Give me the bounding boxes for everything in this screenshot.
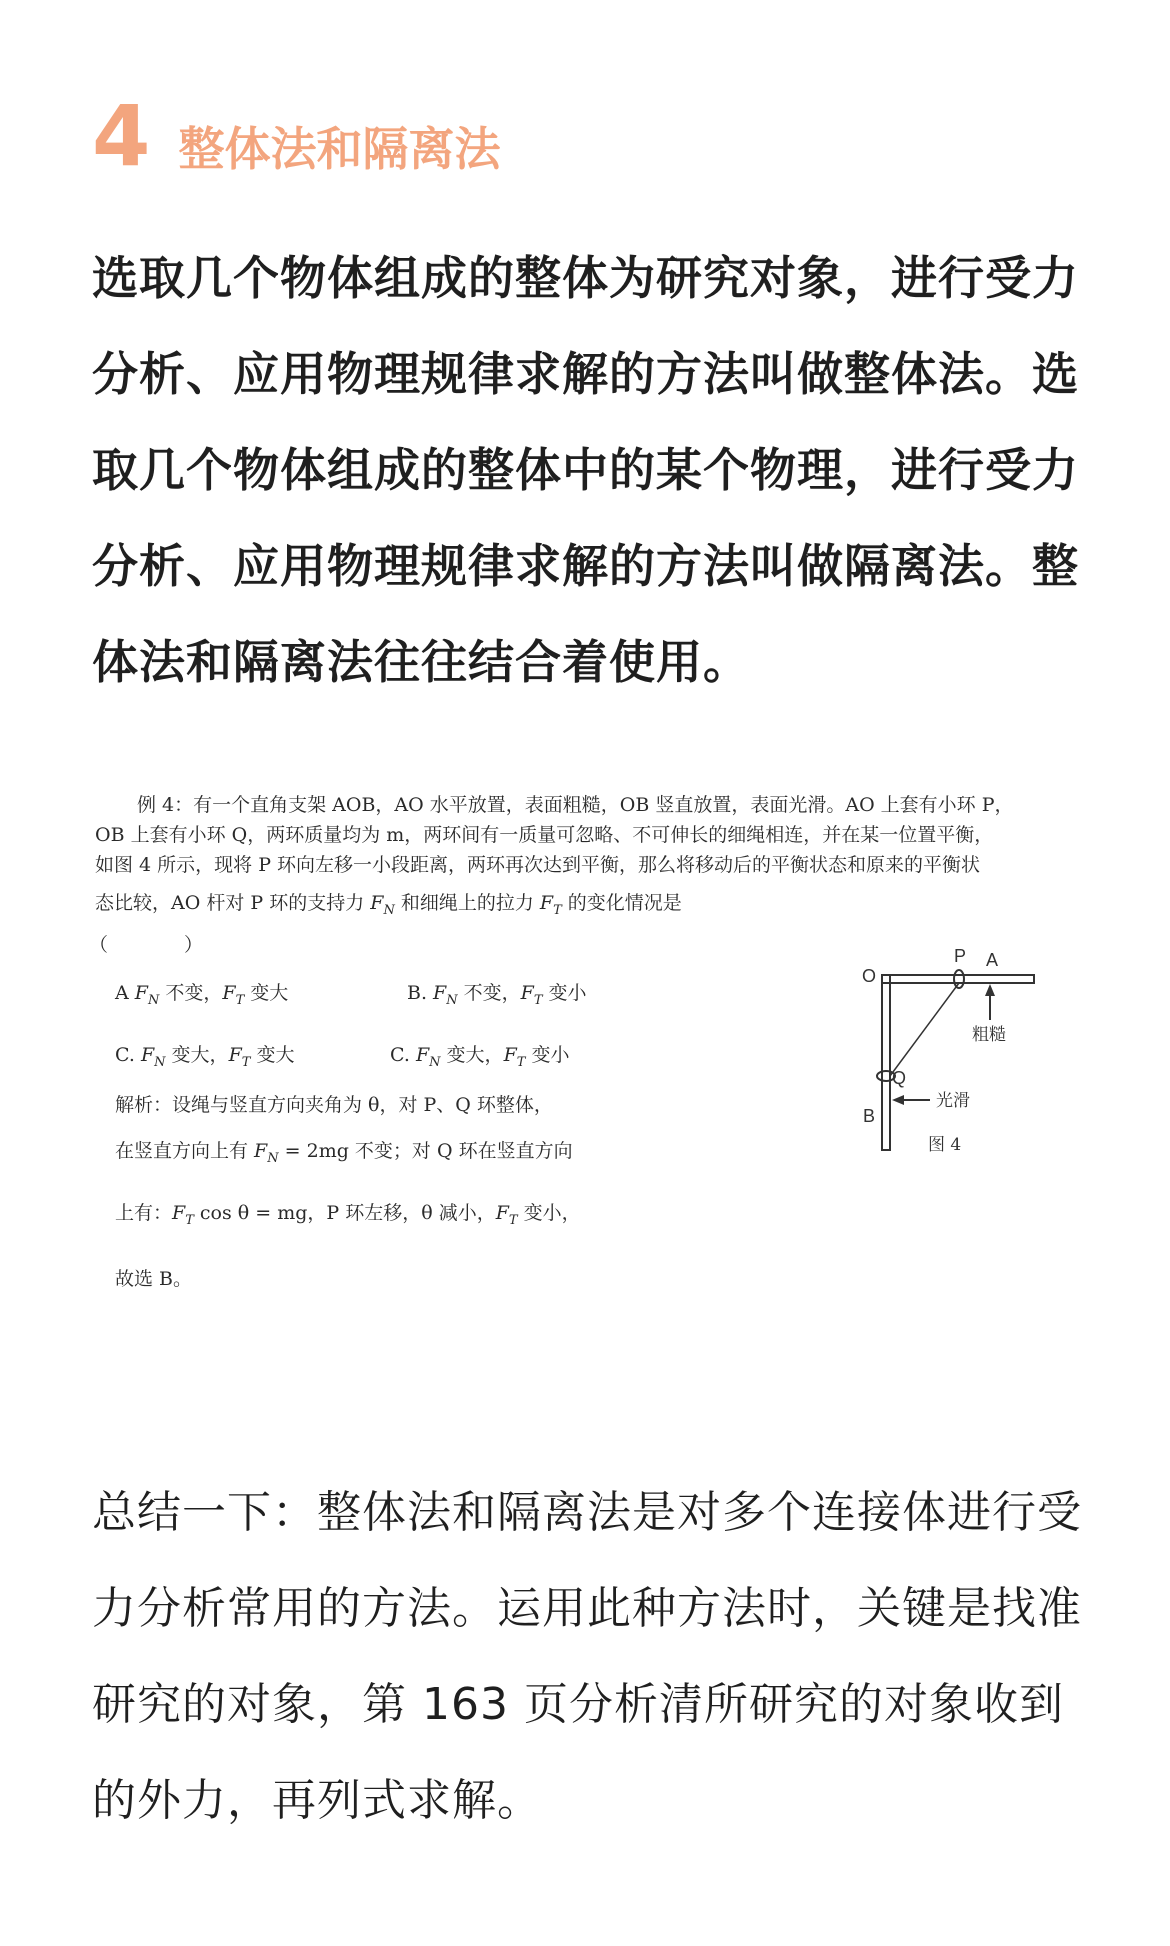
label-o: O [862, 966, 877, 986]
example-figure [89, 790, 1085, 1330]
solution-line-2: 在竖直方向上有 $F_N = 2mg$ 不变；对 Q 环在竖直方向 [115, 1140, 573, 1166]
vertical-rod [882, 975, 890, 1150]
label-p: P [954, 946, 967, 966]
section-heading [92, 87, 501, 185]
rope-line [890, 983, 959, 1076]
label-smooth: 光滑 [936, 1091, 970, 1111]
label-a: A [986, 950, 999, 970]
section-title: 整体法和隔离法 [178, 122, 501, 176]
example-line-3: 如图 4 所示，现将 P 环向左移一小段距离，两环再次达到平衡，那么将移动后的平衡状态和原来的平衡状 [95, 854, 981, 876]
frame-diagram [750, 940, 1050, 1240]
label-q: Q [892, 1068, 907, 1088]
rough-arrowhead [985, 984, 995, 996]
horizontal-rod [882, 975, 1034, 983]
label-rough: 粗糙 [972, 1025, 1006, 1045]
smooth-arrowhead [892, 1095, 904, 1105]
section-number: 4 [92, 87, 151, 185]
example-line-2: OB 上套有小环 Q，两环质量均为 m，两环间有一质量可忽略、不可伸长的细绳相连，并在某一位置平衡， [95, 824, 994, 846]
option-c: C. $F_N$ 变大，$F_T$ 变大 [115, 1044, 295, 1070]
option-d: C. $F_N$ 变大，$F_T$ 变小 [390, 1044, 570, 1070]
option-a: A $F_N$ 不变，$F_T$ 变大 [115, 982, 289, 1008]
example-line-4: 态比较，AO 杆对 P 环的支持力 $F_N$ 和细绳上的拉力 $F_T$ 的变化情况是 [95, 892, 682, 918]
summary-paragraph: 总结一下：整体法和隔离法是对多个连接体进行受力分析常用的方法。运用此种方法时，关键是找准研究的对象，第 163 页分析清所研究的对象收到的外力，再列式求解。 [92, 1487, 1082, 1826]
solution-line-1: 解析：设绳与竖直方向夹角为 θ，对 P、Q 环整体， [115, 1094, 553, 1116]
solution-line-3: 上有：$F_T$ cos θ = mg，P 环左移，θ 减小，$F_T$ 变小， [115, 1202, 581, 1228]
label-b: B [863, 1106, 876, 1126]
example-line-1: 例 4：有一个直角支架 AOB，AO 水平放置，表面粗糙，OB 竖直放置，表面光滑。AO 上套有小环 P， [137, 794, 1014, 816]
solution-line-4: 故选 B。 [115, 1268, 193, 1290]
option-b: B. $F_N$ 不变，$F_T$ 变小 [407, 982, 587, 1008]
ring-p [954, 970, 964, 988]
intro-paragraph: 选取几个物体组成的整体为研究对象，进行受力分析、应用物理规律求解的方法叫做整体法。选取几个物体组成的整体中的某个物理，进行受力分析、应用物理规律求解的方法叫做隔离法。整体法和隔离法往往结合着使用。 [92, 251, 1079, 689]
answer-blank: （ ） [89, 934, 204, 956]
figure-caption: 图 4 [928, 1135, 962, 1155]
